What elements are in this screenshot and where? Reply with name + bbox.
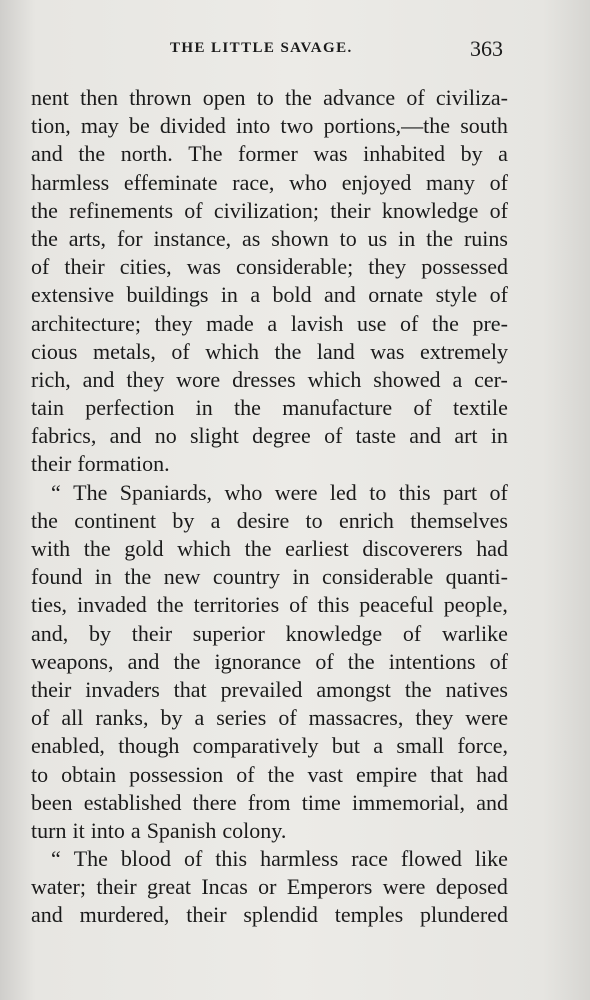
word: two [280, 113, 314, 139]
word: they [126, 366, 165, 392]
word: earliest [285, 536, 349, 561]
word: invaders [85, 676, 160, 702]
word: then [80, 85, 118, 110]
word: the [31, 225, 58, 251]
word: metals, [92, 338, 156, 364]
word: vast [307, 761, 343, 787]
word: they [154, 310, 193, 336]
word: the [274, 338, 302, 364]
word: had [476, 761, 508, 787]
word: it [72, 817, 85, 843]
word: people, [443, 592, 508, 618]
word: divided [159, 113, 226, 139]
word: but [331, 733, 360, 759]
word: the [31, 197, 58, 223]
word: ruins [463, 225, 508, 251]
word: new [163, 564, 201, 590]
word: had [476, 536, 508, 561]
text-line [31, 789, 508, 817]
word: was [186, 254, 221, 280]
word: force, [457, 733, 508, 759]
word: former [238, 141, 298, 167]
word: ornate [368, 282, 424, 308]
word: the [404, 676, 432, 702]
word: by [172, 507, 195, 533]
text-line [31, 310, 508, 338]
word: of [184, 197, 203, 223]
word: a [194, 705, 205, 731]
word: the [83, 536, 111, 561]
word: knowledge [381, 197, 479, 223]
word: to [369, 479, 387, 505]
word: instance, [153, 225, 232, 251]
word: by [160, 705, 183, 731]
word: a [250, 282, 261, 308]
text-line [31, 225, 508, 253]
word: bold [272, 282, 312, 308]
word: was [313, 141, 348, 167]
word: prevailed [220, 676, 303, 702]
word: been [31, 789, 73, 815]
word: splendid [243, 902, 318, 928]
word: textile [452, 395, 508, 421]
word: of [406, 85, 425, 110]
word: their [96, 874, 137, 900]
text-line [31, 873, 508, 901]
word: may [80, 113, 119, 139]
word: established [83, 789, 182, 815]
word: part [442, 479, 478, 505]
word: intentions [388, 648, 476, 674]
word: extensive [31, 282, 115, 308]
word: of [399, 310, 419, 336]
word: and [109, 423, 142, 449]
word: like [474, 846, 508, 872]
word: land [316, 338, 355, 364]
word: of [278, 705, 297, 731]
word: and [476, 789, 508, 815]
text-line [31, 535, 508, 563]
word: rich, [31, 366, 71, 392]
text-line [31, 732, 508, 760]
word: their [330, 197, 371, 223]
word: advance [323, 85, 396, 110]
word: a [210, 507, 221, 533]
word: art [454, 423, 478, 449]
word: gold [124, 536, 164, 561]
word: in [94, 564, 112, 590]
word: a [267, 310, 278, 336]
word: the [267, 761, 295, 787]
word: murdered, [79, 902, 170, 928]
word: warlike [441, 620, 508, 646]
word: weapons, [31, 648, 114, 674]
word: into [236, 113, 271, 139]
word: and [409, 423, 442, 449]
word: themselves [410, 507, 508, 533]
text-line [31, 338, 508, 366]
word: civiliza- [435, 85, 508, 110]
word: race, [232, 169, 275, 195]
word: great [147, 874, 191, 900]
word: amongst [316, 676, 391, 702]
word: there [192, 789, 237, 815]
word: of [289, 592, 308, 618]
text-line [31, 479, 508, 507]
word: and, [31, 620, 69, 646]
word: empire [356, 761, 418, 787]
word: of [171, 338, 190, 364]
word: the [124, 564, 152, 590]
word: all [61, 705, 84, 731]
word: a [130, 817, 141, 843]
word: harmless [31, 169, 110, 195]
word: to [305, 507, 323, 533]
word: for [116, 225, 143, 251]
text-line [31, 422, 508, 450]
word: the [285, 85, 312, 110]
word: discoverers [362, 536, 463, 561]
word: nent [31, 85, 69, 110]
paragraph [31, 84, 508, 479]
word: were [382, 874, 426, 900]
word: to [256, 85, 274, 110]
word: of [402, 620, 422, 646]
word: open [202, 85, 246, 110]
word: “ [51, 479, 61, 505]
word: who [224, 479, 263, 505]
word: to [339, 225, 357, 251]
text-line [31, 253, 508, 281]
word: us [367, 225, 388, 251]
text-line [31, 366, 508, 394]
word: Spanish [146, 817, 217, 843]
text-line [31, 563, 508, 591]
word: water; [31, 874, 86, 900]
word: by [460, 141, 483, 167]
paragraph [31, 845, 508, 930]
word: civilization; [213, 197, 319, 223]
word: their [31, 676, 72, 702]
word: superior [192, 620, 265, 646]
word: though [118, 733, 180, 759]
word: of [236, 761, 255, 787]
word: style [435, 282, 478, 308]
word: the [156, 592, 184, 618]
text-line [31, 140, 508, 168]
word: natives [445, 676, 508, 702]
word: was [370, 338, 405, 364]
paragraph [31, 479, 508, 845]
word: the [31, 507, 58, 533]
word: perfection [85, 395, 175, 421]
word: they [415, 705, 454, 731]
word: considerable [322, 564, 434, 590]
word: buildings [126, 282, 209, 308]
word: considerable; [235, 254, 354, 280]
word: north. [120, 141, 173, 167]
word: in [195, 395, 213, 421]
word: lavish [290, 310, 344, 336]
word: and [127, 648, 160, 674]
word: dresses [232, 366, 296, 392]
word: the [431, 310, 459, 336]
word: enrich [338, 507, 394, 533]
word: made [206, 310, 254, 336]
word: blood [120, 846, 172, 872]
word: led [329, 479, 357, 505]
word: race [351, 846, 388, 872]
text-line [31, 676, 508, 704]
word: Emperors [286, 874, 373, 900]
word: the [426, 225, 454, 251]
word: with [31, 536, 71, 561]
word: their [186, 902, 227, 928]
word: south [460, 113, 508, 139]
word: of [324, 423, 343, 449]
word: or [258, 874, 277, 900]
word: The [73, 479, 108, 505]
word: into [90, 817, 125, 843]
word: Spaniards, [119, 479, 213, 505]
text-line [31, 817, 508, 845]
text-line [31, 281, 508, 309]
word: obtain [61, 761, 117, 787]
text-line [31, 84, 508, 112]
word: The [73, 846, 108, 872]
word: quanti- [445, 564, 508, 590]
word: continent [74, 507, 157, 533]
word: cer- [474, 366, 508, 392]
word: this [398, 479, 431, 505]
word: small [396, 733, 444, 759]
body-text [31, 84, 508, 930]
word: ranks, [95, 705, 149, 731]
word: architecture; [31, 310, 141, 336]
word: inhabited [363, 141, 446, 167]
text-line [31, 648, 508, 676]
word: shown [271, 225, 329, 251]
word: country [212, 564, 281, 590]
word: no [154, 423, 177, 449]
word: be [128, 113, 150, 139]
word: tain [31, 395, 64, 421]
word: refinements [69, 197, 174, 223]
word: enjoyed [341, 169, 412, 195]
word: a [373, 733, 384, 759]
word: of [489, 197, 508, 223]
word: fabrics, [31, 423, 97, 449]
word: which [205, 338, 259, 364]
word: immemorial, [352, 789, 466, 815]
word: and [82, 366, 115, 392]
word: ignorance [214, 648, 302, 674]
word: that [173, 676, 207, 702]
word: of [489, 648, 508, 674]
word: “ [51, 846, 61, 872]
word: manufacture [282, 395, 393, 421]
word: found [31, 564, 83, 590]
word: that [430, 761, 464, 787]
word: time [301, 789, 341, 815]
word: a [452, 366, 463, 392]
word: possessed [421, 254, 508, 280]
word: in [490, 423, 508, 449]
word: colony. [222, 817, 287, 843]
word: taste [355, 423, 396, 449]
word: ties, [31, 592, 68, 618]
word: temples [334, 902, 404, 928]
text-line [31, 450, 508, 478]
word: tion, [31, 113, 71, 139]
word: of [489, 169, 508, 195]
word: Incas [201, 874, 248, 900]
word: by [89, 620, 111, 646]
word: knowledge [285, 620, 383, 646]
page-header [0, 36, 590, 64]
word: harmless [260, 846, 339, 872]
word: and [324, 282, 356, 308]
text-line [31, 197, 508, 225]
word: territories [193, 592, 280, 618]
word: who [289, 169, 327, 195]
word: of [31, 254, 50, 280]
word: and [31, 902, 63, 928]
word: series [216, 705, 267, 731]
word: in [398, 225, 416, 251]
word: showed [373, 366, 441, 392]
text-line [31, 620, 508, 648]
text-line [31, 761, 508, 789]
text-line [31, 169, 508, 197]
text-line [31, 704, 508, 732]
word: cious [31, 338, 78, 364]
word: pre- [472, 310, 508, 336]
word: portions,—the [323, 113, 451, 139]
word: invaded [77, 592, 147, 618]
text-line [31, 394, 508, 422]
word: to [31, 761, 49, 787]
word: this [215, 846, 248, 872]
word: the [173, 648, 201, 674]
word: peaceful [359, 592, 434, 618]
word: they [368, 254, 407, 280]
word: massacres, [308, 705, 404, 731]
word: which [307, 366, 362, 392]
word: of [31, 705, 50, 731]
word: the [244, 536, 272, 561]
word: and [31, 141, 63, 167]
word: comparatively [192, 733, 319, 759]
word: of [489, 479, 508, 505]
word: cities, [119, 254, 172, 280]
word: effeminate [123, 169, 218, 195]
word: possession [129, 761, 224, 787]
word: turn [31, 817, 67, 843]
word: as [242, 225, 261, 251]
text-line [31, 845, 508, 873]
word: were [465, 705, 508, 731]
word: the [234, 395, 261, 421]
word: the [347, 648, 375, 674]
word: plundered [420, 902, 508, 928]
text-line [31, 901, 508, 929]
word: The [188, 141, 223, 167]
word: from [247, 789, 291, 815]
word: in [292, 564, 310, 590]
word: arts, [68, 225, 107, 251]
word: which [177, 536, 231, 561]
word: their [31, 451, 72, 477]
word: use [357, 310, 387, 336]
word: many [426, 169, 475, 195]
word: a [498, 141, 508, 167]
word: desire [236, 507, 290, 533]
word: their [64, 254, 105, 280]
page-number: 363 [470, 36, 503, 61]
text-line [31, 591, 508, 619]
word: of [413, 395, 432, 421]
word: flowed [400, 846, 462, 872]
word: degree [252, 423, 311, 449]
word: wore [176, 366, 221, 392]
word: deposed [435, 874, 508, 900]
word: of [489, 282, 508, 308]
word: in [220, 282, 238, 308]
word: thrown [129, 85, 192, 110]
word: the [78, 141, 106, 167]
text-line [31, 507, 508, 535]
word: of [315, 648, 334, 674]
word: their [131, 620, 173, 646]
text-line [31, 112, 508, 140]
running-head: THE LITTLE SAVAGE. [170, 40, 353, 56]
word: this [317, 592, 350, 618]
word: formation. [77, 451, 170, 477]
word: enabled, [31, 733, 105, 759]
word: of [184, 846, 203, 872]
word: extremely [419, 338, 508, 364]
word: slight [189, 423, 239, 449]
word: were [274, 479, 318, 505]
